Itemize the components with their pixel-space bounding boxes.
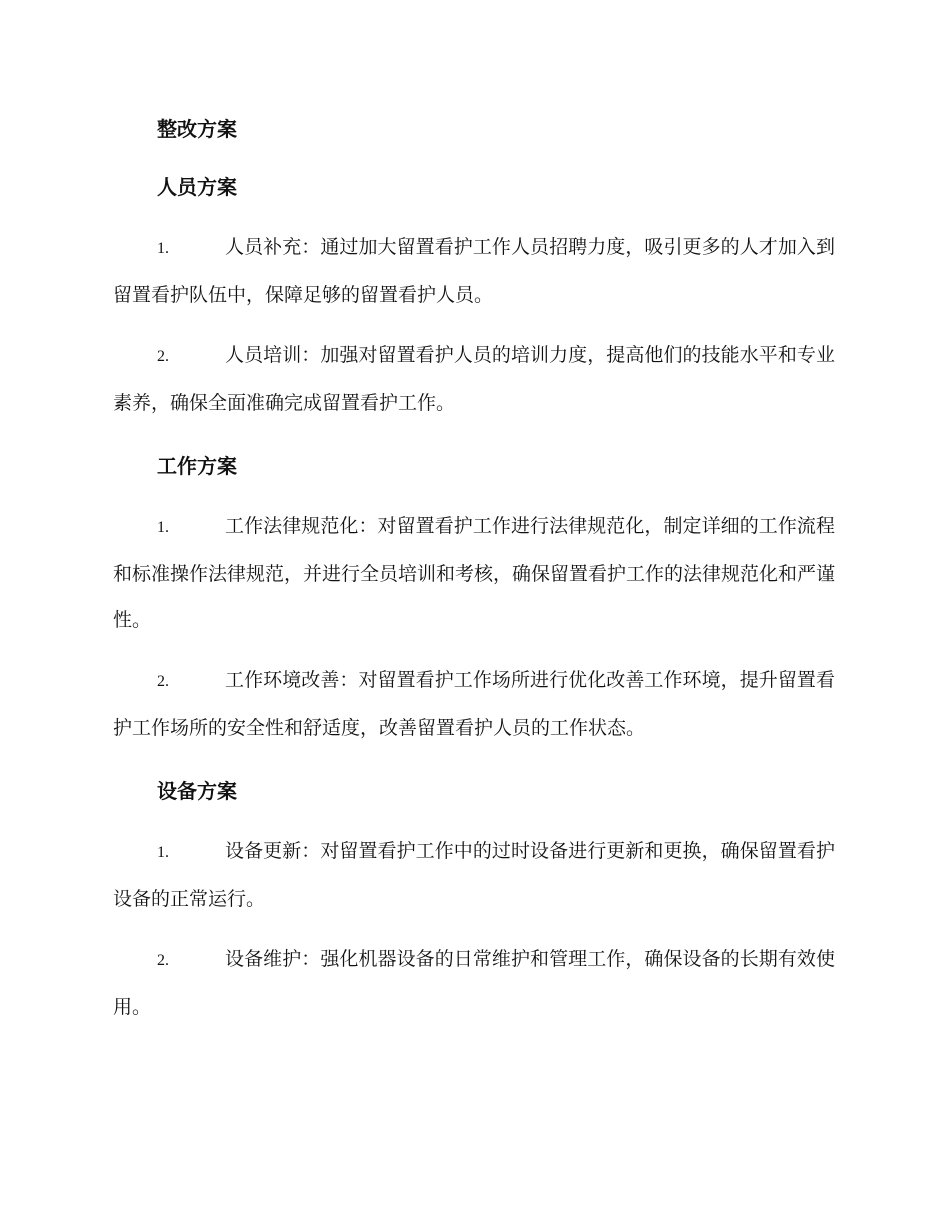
list-number: 1.: [157, 519, 169, 536]
list-item: [113, 936, 835, 1030]
list-item: [113, 332, 835, 426]
section-heading-work: 工作方案: [157, 454, 237, 478]
list-item: [113, 828, 835, 922]
list-number: 1.: [157, 844, 169, 861]
list-item-text: 工作环境改善：对留置看护工作场所进行优化改善工作环境，提升留置看护工作场所的安全性和舒适度，改善留置看护人员的工作状态。: [113, 669, 835, 739]
list-number: 2.: [157, 348, 169, 365]
list-item-text: 设备更新：对留置看护工作中的过时设备进行更新和更换，确保留置看护设备的正常运行。: [113, 840, 835, 910]
list-item: [113, 503, 835, 643]
list-item-text: 人员补充：通过加大留置看护工作人员招聘力度，吸引更多的人才加入到留置看护队伍中，保障足够的留置看护人员。: [113, 236, 835, 306]
list-item-text: 设备维护：强化机器设备的日常维护和管理工作，确保设备的长期有效使用。: [113, 948, 835, 1018]
document-title: 整改方案: [157, 117, 237, 141]
list-number: 2.: [157, 952, 169, 969]
list-item-text: 人员培训：加强对留置看护人员的培训力度，提高他们的技能水平和专业素养，确保全面准确完成留置看护工作。: [113, 344, 835, 414]
document-page: [113, 113, 835, 1030]
list-item: [113, 224, 835, 318]
list-item: [113, 657, 835, 751]
list-item-text: 工作法律规范化：对留置看护工作进行法律规范化，制定详细的工作流程和标准操作法律规范，并进行全员培训和考核，确保留置看护工作的法律规范化和严谨性。: [113, 515, 836, 631]
section-heading-equipment: 设备方案: [157, 779, 237, 803]
list-number: 1.: [157, 240, 169, 257]
section-heading-personnel: 人员方案: [157, 175, 237, 199]
list-number: 2.: [157, 673, 169, 690]
